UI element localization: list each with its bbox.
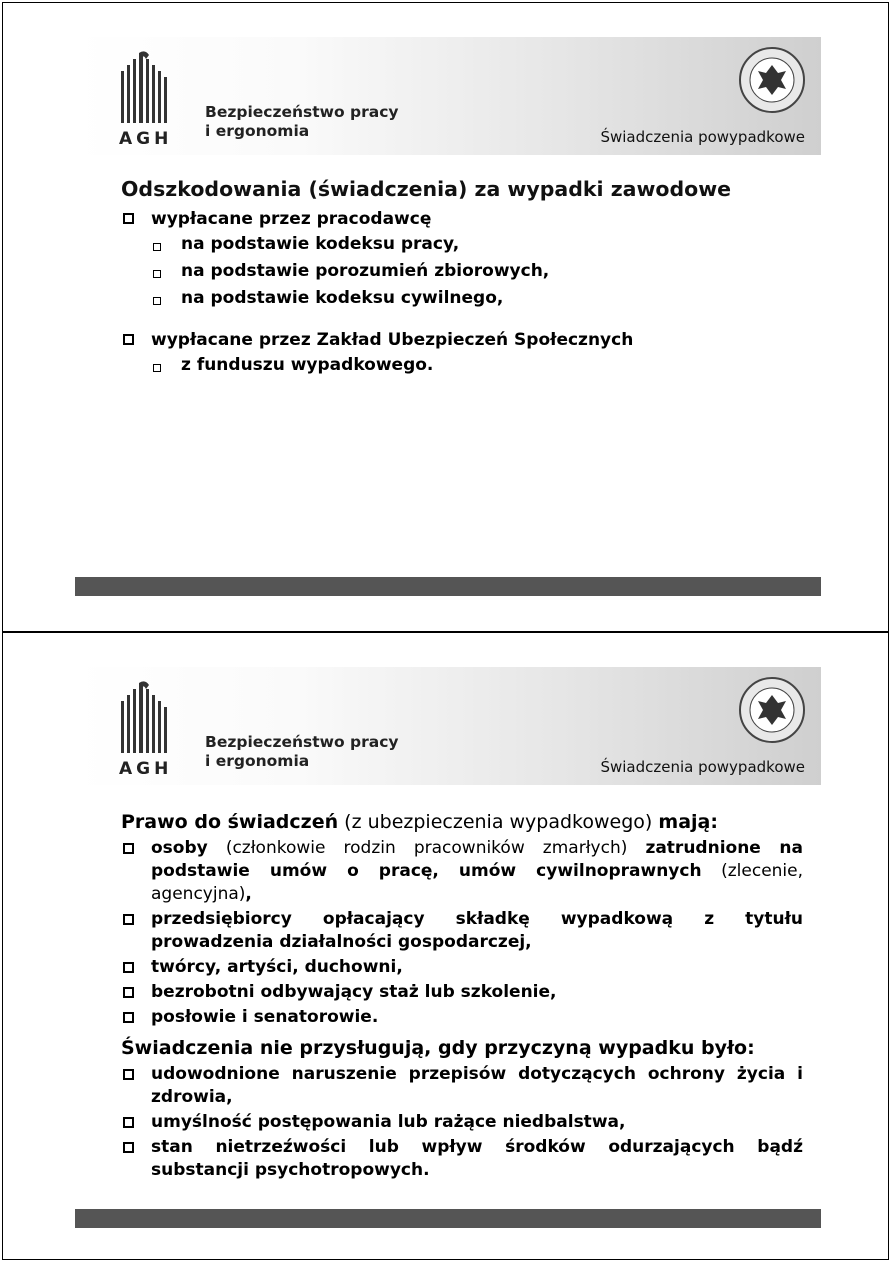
- checkbox-bullet-icon: [123, 1012, 134, 1023]
- sub-list-item: na podstawie kodeksu pracy,: [121, 231, 803, 258]
- list-item: posłowie i senatorowie.: [121, 1006, 803, 1029]
- sub-list-item: na podstawie porozumień zbiorowych,: [121, 258, 803, 285]
- list-item: twórcy, artyści, duchowni,: [121, 956, 803, 979]
- course-title: Bezpieczeństwo pracy i ergonomia: [205, 103, 399, 140]
- agh-logo-icon: [119, 679, 171, 769]
- section-title: Świadczenia powypadkowe: [600, 128, 805, 146]
- checkbox-bullet-icon: [123, 1117, 134, 1128]
- slide-header: [75, 37, 821, 155]
- checkbox-bullet-icon: [123, 1069, 134, 1080]
- footer-bar: [75, 577, 821, 596]
- list-item: osoby (członkowie rodzin pracowników zmarłych) zatrudnione na podstawie umów o pracę, umów cywilnoprawnych (zlecenie, agencyjna),: [121, 837, 803, 906]
- checkbox-bullet-icon: [153, 270, 161, 278]
- checkbox-bullet-icon: [123, 987, 134, 998]
- checkbox-bullet-icon: [123, 914, 134, 925]
- slide-2-content: [121, 809, 803, 1184]
- slide-1: [2, 2, 889, 632]
- footer-bar: [75, 1209, 821, 1228]
- checkbox-bullet-icon: [153, 297, 161, 305]
- checkbox-bullet-icon: [123, 213, 134, 224]
- slide-title: Prawo do świadczeń (z ubezpieczenia wypadkowego) mają:: [121, 811, 718, 833]
- list-item: wypłacane przez Zakład Ubezpieczeń Społecznych: [121, 328, 803, 352]
- checkbox-bullet-icon: [123, 1142, 134, 1153]
- slide-1-content: [121, 177, 803, 379]
- slide-title: Odszkodowania (świadczenia) za wypadki zawodowe: [121, 177, 732, 201]
- list-item: przedsiębiorcy opłacający składkę wypadkową z tytułu prowadzenia działalności gospodarczej,: [121, 908, 803, 954]
- section-heading: Świadczenia nie przysługują, gdy przyczyną wypadku było:: [121, 1037, 755, 1059]
- checkbox-bullet-icon: [153, 243, 161, 251]
- checkbox-bullet-icon: [123, 962, 134, 973]
- slide-2: [2, 632, 889, 1260]
- logo-text: AGH: [119, 129, 173, 149]
- list-item: stan nietrzeźwości lub wpływ środków odurzających bądź substancji psychotropowych.: [121, 1136, 803, 1182]
- list-item: wypłacane przez pracodawcę: [121, 207, 803, 231]
- checkbox-bullet-icon: [153, 364, 161, 372]
- sub-list-item: na podstawie kodeksu cywilnego,: [121, 285, 803, 312]
- slide-header: [75, 667, 821, 785]
- university-seal-icon: [737, 675, 807, 745]
- course-title: Bezpieczeństwo pracy i ergonomia: [205, 733, 399, 770]
- sub-list-item: z funduszu wypadkowego.: [121, 352, 803, 379]
- checkbox-bullet-icon: [123, 334, 134, 345]
- list-item: bezrobotni odbywający staż lub szkolenie,: [121, 981, 803, 1004]
- list-item: udowodnione naruszenie przepisów dotyczących ochrony życia i zdrowia,: [121, 1063, 803, 1109]
- list-item: umyślność postępowania lub rażące niedbalstwa,: [121, 1111, 803, 1134]
- checkbox-bullet-icon: [123, 843, 134, 854]
- logo-text: AGH: [119, 759, 173, 779]
- university-seal-icon: [737, 45, 807, 115]
- section-title: Świadczenia powypadkowe: [600, 758, 805, 776]
- agh-logo-icon: [119, 49, 171, 139]
